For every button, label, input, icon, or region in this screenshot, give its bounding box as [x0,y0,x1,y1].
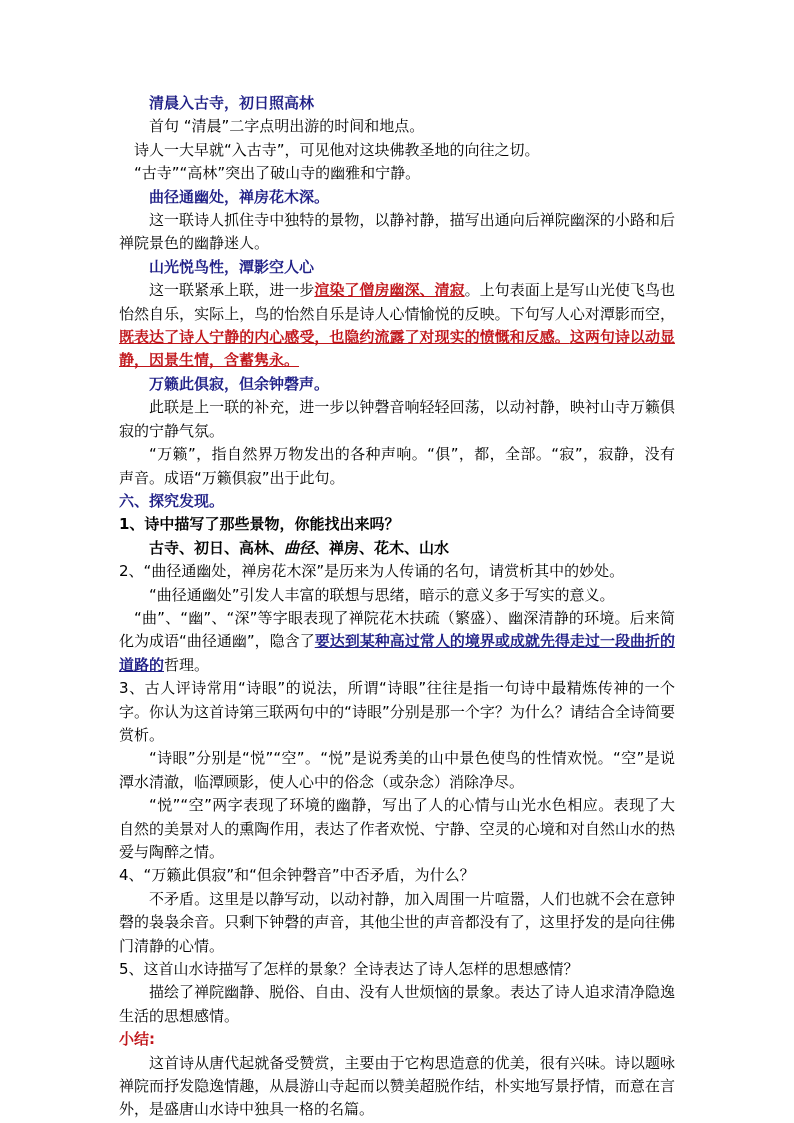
summary-title: 小结: [119,1030,155,1049]
emphasis-red: 渲染了僧房幽深、清寂 [314,281,465,300]
answer-3: “悦”“空”两字表现了环境的幽静，写出了人的心情与山光水色相应。表现了大自然的美景对人的熏陶作用，表达了作者欢悦、宁静、空灵的心境和对自然山水的热爱与陶醉之情。 [119,796,675,861]
paragraph: “古寺”“高林”突出了破山寺的幽雅和宁静。 [134,164,421,183]
section-title: 六、探究发现。 [119,491,225,510]
verse-heading-3: 山光悦鸟性，潭影空人心 [149,257,315,276]
question-3: 3、古人评诗常用“诗眼”的说法，所谓“诗眼”往往是指一句诗中最精炼传神的一个字。你认为这首诗第三联两句中的“诗眼”分别是那一个字？为什么？请结合全诗简要赏析。 [119,679,675,744]
verse-heading-4: 万籁此俱寂，但余钟磬声。 [149,374,330,393]
text-span: 这一联紧承上联，进一步 [149,281,315,300]
answer-2: “曲径通幽处”引发人丰富的联想与思绪，暗示的意义多于写实的意义。 [149,585,615,604]
emphasis-red: 既表达了诗人宁静的内心感受，也隐约流露了对现实的愤慨和反感。 [119,328,570,347]
summary-text: 这首诗从唐代起就备受赞赏，主要由于它构思造意的优美，很有兴味。诗以题咏禅院而抒发隐逸情趣，从晨游山寺起而以赞美超脱作结，朴实地写景抒情，而意在言外，是盛唐山水诗中独具一格的名篇。 [119,1053,675,1119]
answer-4: 不矛盾。这里是以静写动，以动衬静，加入周围一片喧嚣，人们也就不会在意钟磬的袅袅余音。只剩下钟磬的声音，其他尘世的声音都没有了，这里抒发的是向往佛门清静的心情。 [119,889,675,955]
text-span: 古寺、初日、高林、 [149,538,285,557]
text-span: 、禅房、花木、山水 [314,538,450,557]
paragraph: 此联是上一联的补充，进一步以钟磬音响轻轻回荡，以动衬静，映衬山寺万籁俱寂的宁静气氛。 [119,398,675,440]
verse-heading-1: 清晨入古寺，初日照高林 [149,94,315,112]
question-1: 1、诗中描写了那些景物，你能找出来吗？ [119,515,400,534]
verse-heading-2: 曲径通幽处，禅房花木深。 [149,187,330,206]
paragraph [119,279,675,373]
answer-5: 描绘了禅院幽静、脱俗、自由、没有人世烦恼的景象。表达了诗人追求清净隐逸生活的思想感情。 [119,983,675,1025]
paragraph: 诗人一大早就“入古寺”，可见他对这块佛教圣地的向往之切。 [134,140,540,159]
answer-2 [119,607,675,677]
text-span-italic: 曲径 [284,538,315,557]
question-4: 4、“万籁此俱寂”和“但余钟磬音”中否矛盾，为什么？ [119,866,475,885]
emphasis-blue: 要达到某种高过常人的境界或成就先得走过一段曲折的道路的 [119,632,675,674]
text-span: “曲”、“幽”、“深”等字眼表现了禅院花木扶疏（繁盛）、幽深清静的环境。后来简化为成语“曲径通幽”，隐含了 [119,608,675,651]
question-2: 2、“曲径通幽处，禅房花木深”是历来为人传诵的名句，请赏析其中的妙处。 [119,562,625,581]
paragraph: “万籁”，指自然界万物发出的各种声响。“俱”，都，全部。“寂”，寂静，没有声音。成语“万籁俱寂”出于此句。 [119,445,675,487]
text-span: 哲理。 [164,655,210,674]
document-body [119,92,675,1122]
answer-1 [119,537,675,560]
paragraph: 这一联诗人抓住寺中独特的景物，以静衬静，描写出通向后禅院幽深的小路和后禅院景色的幽静迷人。 [119,211,675,253]
paragraph: 首句 “清晨”二字点明出游的时间和地点。 [149,117,425,136]
text-span: 。上句表面上是写山光使飞鸟也怡然自乐，实际上，鸟的怡然自乐是诗人心情愉悦的反映。下句写人心对潭影而空， [119,281,675,323]
question-5: 5、这首山水诗描写了怎样的景象？全诗表达了诗人怎样的思想感情？ [119,960,579,979]
answer-3: “诗眼”分别是“悦”“空”。“悦”是说秀美的山中景色使鸟的性情欢悦。“空”是说潭水清澈，临潭顾影，使人心中的俗念（或杂念）消除净尽。 [119,749,675,791]
emphasis-red: 这两句诗以动显静，因景生情，含蓄隽永。 [119,328,675,370]
